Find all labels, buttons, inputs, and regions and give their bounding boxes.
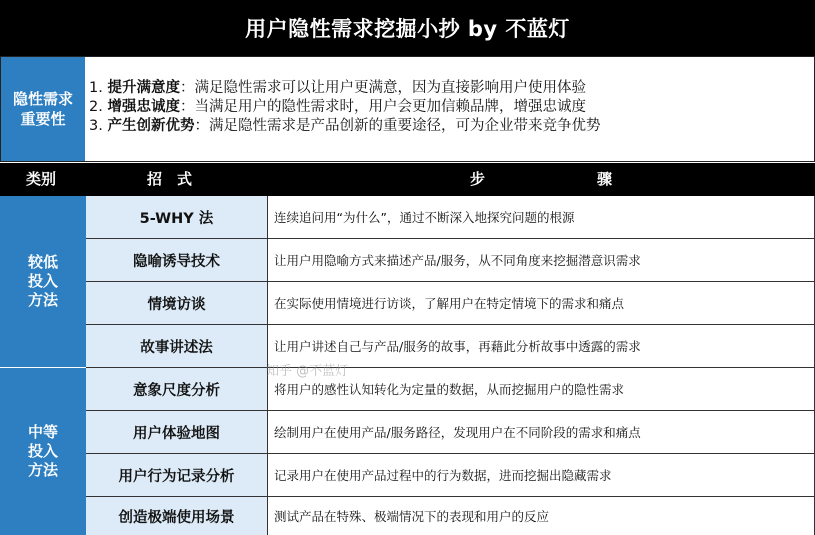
importance-label [1, 57, 85, 161]
step-cell: 记录用户在使用产品过程中的行为数据，进而挖掘出隐藏需求 [268, 454, 815, 496]
point-heading: 增强忠诚度 [107, 99, 180, 115]
table-row [86, 411, 815, 454]
step-cell: 让用户用隐喻方式来描述产品/服务，从不同角度来挖掘潜意识需求 [268, 239, 815, 281]
step-cell: 连续追问用“为什么”，通过不断深入地探究问题的根源 [268, 196, 815, 238]
move-cell: 用户行为记录分析 [86, 454, 268, 496]
move-cell: 意象尺度分析 [86, 368, 268, 410]
table-row [86, 325, 815, 368]
importance-point [89, 79, 814, 98]
header-category: 类别 [26, 170, 57, 188]
importance-point [89, 117, 814, 136]
importance-section [0, 56, 815, 162]
step-cell: 在实际使用情境进行访谈，了解用户在特定情境下的需求和痛点 [268, 282, 815, 324]
step-cell: 让用户讲述自己与产品/服务的故事，再藉此分析故事中透露的需求 [268, 325, 815, 367]
point-number: 1. [89, 80, 103, 96]
point-text: ：满足隐性需求可以让用户更满意，因为直接影响用户使用体验 [179, 80, 586, 96]
point-number: 3. [89, 118, 103, 134]
table-header [0, 163, 815, 196]
category-label: 中等投入方法 [27, 423, 58, 479]
importance-point [89, 98, 814, 117]
table-row [86, 497, 815, 535]
point-number: 2. [89, 99, 103, 115]
move-cell: 5-WHY 法 [86, 196, 268, 238]
move-cell: 用户体验地图 [86, 411, 268, 453]
importance-label-text: 隐性需求重要性 [12, 90, 73, 128]
point-heading: 提升满意度 [107, 80, 180, 96]
move-cell: 隐喻诱导技术 [86, 239, 268, 281]
table-row [86, 368, 815, 411]
category-low-investment [0, 196, 86, 368]
page-title: 用户隐性需求挖掘小抄 by 不蓝灯 [0, 0, 815, 56]
importance-points [85, 57, 814, 161]
watermark: 知乎 @不蓝灯 [266, 364, 349, 379]
point-heading: 产生创新优势 [107, 118, 195, 134]
table-row [86, 239, 815, 282]
category-label: 较低投入方法 [27, 253, 58, 309]
header-move: 招 式 [147, 170, 193, 188]
move-cell: 故事讲述法 [86, 325, 268, 367]
point-text: ：满足隐性需求是产品创新的重要途径，可为企业带来竞争优势 [194, 118, 601, 134]
table-row [86, 454, 815, 497]
methods-table [0, 196, 815, 535]
move-cell: 创造极端使用场景 [86, 497, 268, 535]
step-cell: 绘制用户在使用产品/服务路径，发现用户在不同阶段的需求和痛点 [268, 411, 815, 453]
move-cell: 情境访谈 [86, 282, 268, 324]
header-steps-b: 骤 [597, 170, 613, 188]
header-steps-a: 步 [470, 170, 486, 188]
category-medium-investment [0, 368, 86, 535]
step-cell: 测试产品在特殊、极端情况下的表现和用户的反应 [268, 497, 815, 535]
point-text: ：当满足用户的隐性需求时，用户会更加信赖品牌，增强忠诚度 [179, 99, 586, 115]
table-row [86, 282, 815, 325]
step-cell: 将用户的感性认知转化为定量的数据，从而挖掘用户的隐性需求 [268, 368, 815, 410]
table-row [86, 196, 815, 239]
